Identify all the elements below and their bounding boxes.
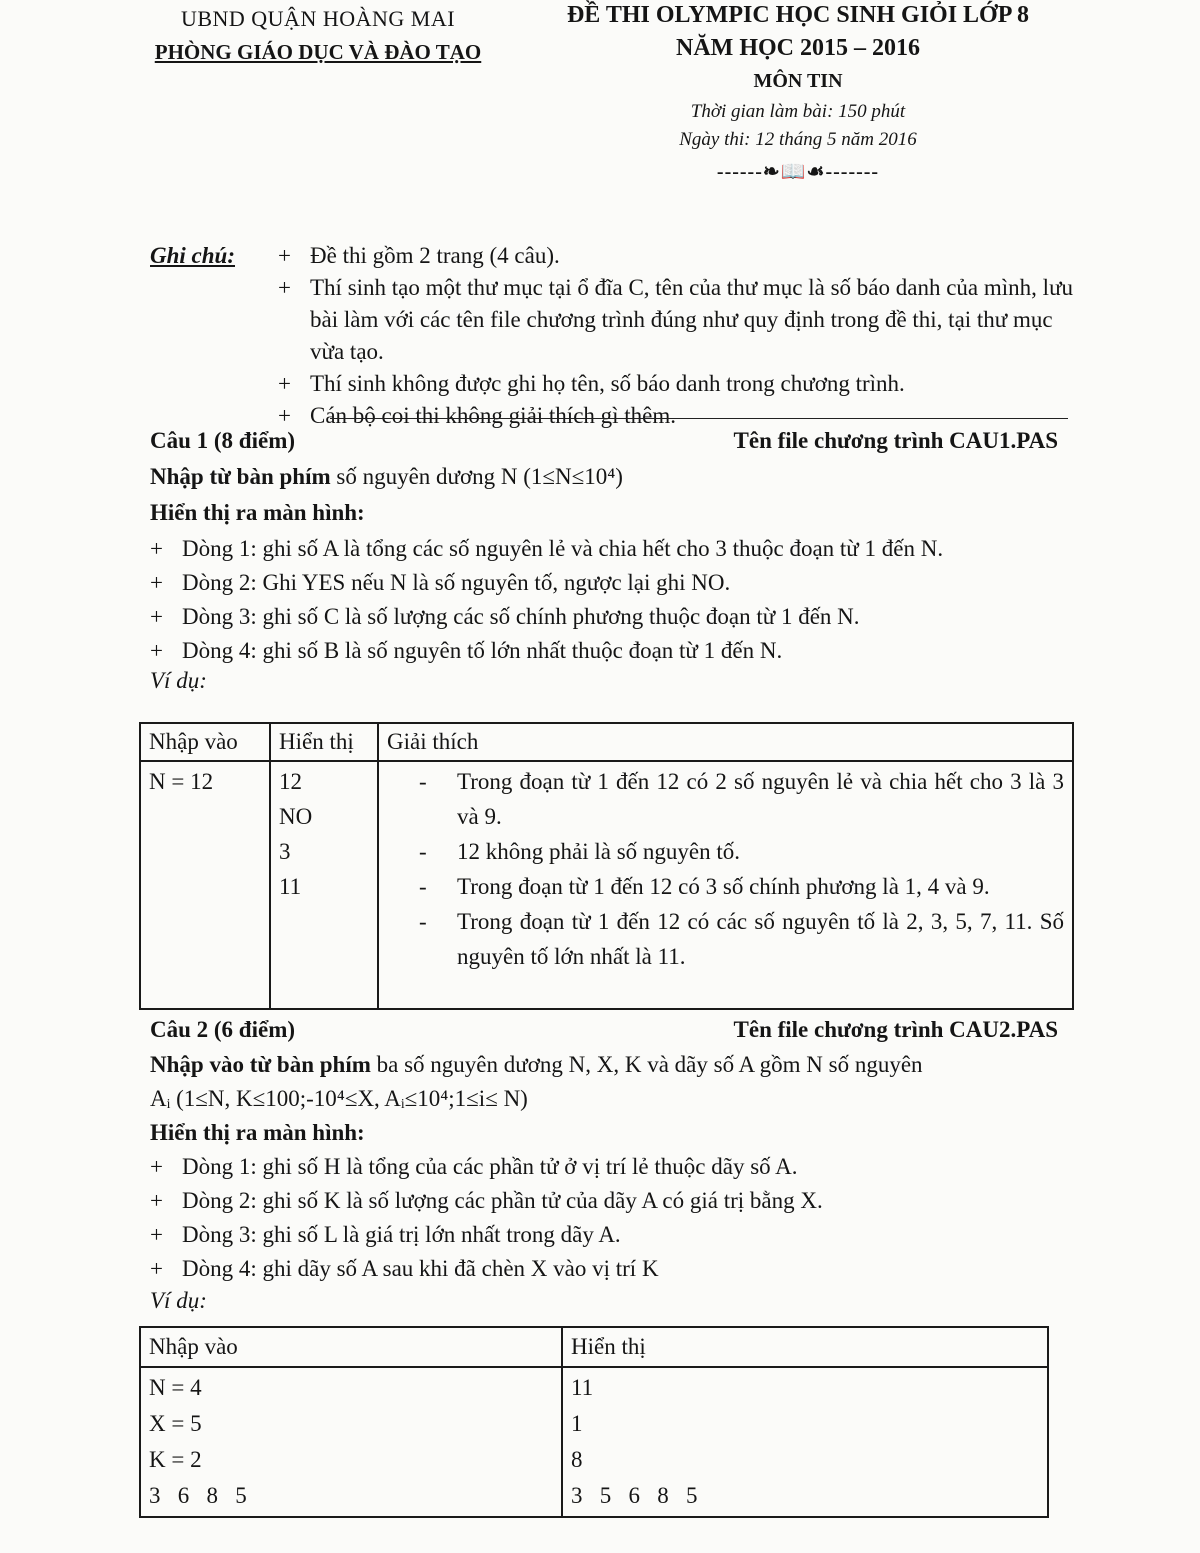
q1-filename: Tên file chương trình CAU1.PAS xyxy=(733,428,1058,453)
explanation-item: - Trong đoạn từ 1 đến 12 có các số nguyên tố là 2, 3, 5, 7, 11. Số nguyên tố lớn nhất là 11. xyxy=(419,909,1064,969)
q1-line: + Dòng 3: ghi số C là số lượng các số chính phương thuộc đoạn từ 1 đến N. xyxy=(150,604,860,629)
q1-example-label: Ví dụ: xyxy=(150,668,207,693)
note-item: + Cán bộ coi thi không giải thích gì thêm. xyxy=(278,403,677,428)
q2-line: + Dòng 1: ghi số H là tổng của các phần tử ở vị trí lẻ thuộc dãy số A. xyxy=(150,1154,798,1179)
notes-section xyxy=(150,240,1080,432)
explanation-item: - 12 không phải là số nguyên tố. xyxy=(419,839,740,864)
exam-title: ĐỀ THI OLYMPIC HỌC SINH GIỎI LỚP 8 xyxy=(566,2,1030,28)
explanation-item: - Trong đoạn từ 1 đến 12 có 2 số nguyên lẻ và chia hết cho 3 là 3 và 9. xyxy=(419,769,1064,829)
q2-example-table xyxy=(139,1326,1049,1518)
question-2 xyxy=(150,1013,1070,1316)
q2-display-heading: Hiển thị ra màn hình: xyxy=(150,1120,365,1145)
q1-line: + Dòng 1: ghi số A là tổng các số nguyên lẻ và chia hết cho 3 thuộc đoạn từ 1 đến N. xyxy=(150,536,944,561)
q1-title-row xyxy=(150,424,1070,458)
q1-display-heading: Hiển thị ra màn hình: xyxy=(150,500,365,525)
table-cell-explanation xyxy=(378,761,1073,1009)
q2-constraint: Aᵢ (1≤N, K≤100;-10⁴≤X, Aᵢ≤10⁴;1≤i≤ N) xyxy=(150,1086,528,1111)
header-right xyxy=(548,2,1048,184)
ornament-divider: ------❧📖☙------- xyxy=(716,161,880,183)
table-header: Giải thích xyxy=(378,723,1073,761)
q1-title: Câu 1 (8 điểm) xyxy=(150,428,296,453)
q1-line: + Dòng 2: Ghi YES nếu N là số nguyên tố, ngược lại ghi NO. xyxy=(150,570,731,595)
q2-line: + Dòng 3: ghi số L là giá trị lớn nhất trong dãy A. xyxy=(150,1222,621,1247)
q2-input-line: Nhập vào từ bàn phím ba số nguyên dương N, X, K và dãy số A gồm N số nguyên xyxy=(150,1052,923,1077)
table-cell-input: N = 4 X = 5 K = 2 3 6 8 5 xyxy=(140,1367,562,1517)
table-header: Nhập vào xyxy=(140,1327,562,1367)
table-header: Nhập vào xyxy=(140,723,270,761)
q1-example-table xyxy=(139,722,1074,1010)
department-name: PHÒNG GIÁO DỤC VÀ ĐÀO TẠO xyxy=(154,40,482,64)
q2-line: + Dòng 2: ghi số K là số lượng các phần tử của dãy A có giá trị bằng X. xyxy=(150,1188,823,1213)
q2-filename: Tên file chương trình CAU2.PAS xyxy=(733,1017,1058,1042)
q1-input-line: Nhập từ bàn phím số nguyên dương N (1≤N≤10⁴) xyxy=(150,464,623,489)
explanation-item: - Trong đoạn từ 1 đến 12 có 3 số chính phương là 1, 4 và 9. xyxy=(419,874,990,899)
table-cell-output: 11 1 8 3 5 6 8 5 xyxy=(562,1367,1048,1517)
q2-example-label: Ví dụ: xyxy=(150,1288,207,1313)
question-1 xyxy=(150,424,1070,694)
note-item: + Thí sinh không được ghi họ tên, số báo danh trong chương trình. xyxy=(278,371,905,396)
notes-label: Ghi chú: xyxy=(150,243,235,268)
note-item: + Đề thi gồm 2 trang (4 câu). xyxy=(278,243,560,268)
table-cell-input: N = 12 xyxy=(140,761,270,1009)
q2-line: + Dòng 4: ghi dãy số A sau khi đã chèn X vào vị trí K xyxy=(150,1256,659,1281)
exam-date: Ngày thi: 12 tháng 5 năm 2016 xyxy=(679,129,917,150)
school-year: NĂM HỌC 2015 – 2016 xyxy=(676,35,920,61)
q1-line: + Dòng 4: ghi số B là số nguyên tố lớn nhất thuộc đoạn từ 1 đến N. xyxy=(150,638,783,663)
subject: MÔN TIN xyxy=(753,70,843,92)
q2-title: Câu 2 (6 điểm) xyxy=(150,1017,296,1042)
header-left xyxy=(148,6,488,65)
note-item: + Thí sinh tạo một thư mục tại ổ đĩa C, tên của thư mục là số báo danh của mình, lưu bài làm với các tên file chương trình đúng như quy định trong đề thi, tại thư mục vừa tạo. xyxy=(278,275,1074,364)
table-header: Hiển thị xyxy=(562,1327,1048,1367)
table-cell-output: 12 NO 3 11 xyxy=(270,761,378,1009)
district-name: UBND QUẬN HOÀNG MAI xyxy=(180,6,456,31)
section-divider xyxy=(330,418,1068,419)
time-limit: Thời gian làm bài: 150 phút xyxy=(690,101,906,122)
q2-title-row xyxy=(150,1013,1070,1047)
table-header: Hiển thị xyxy=(270,723,378,761)
